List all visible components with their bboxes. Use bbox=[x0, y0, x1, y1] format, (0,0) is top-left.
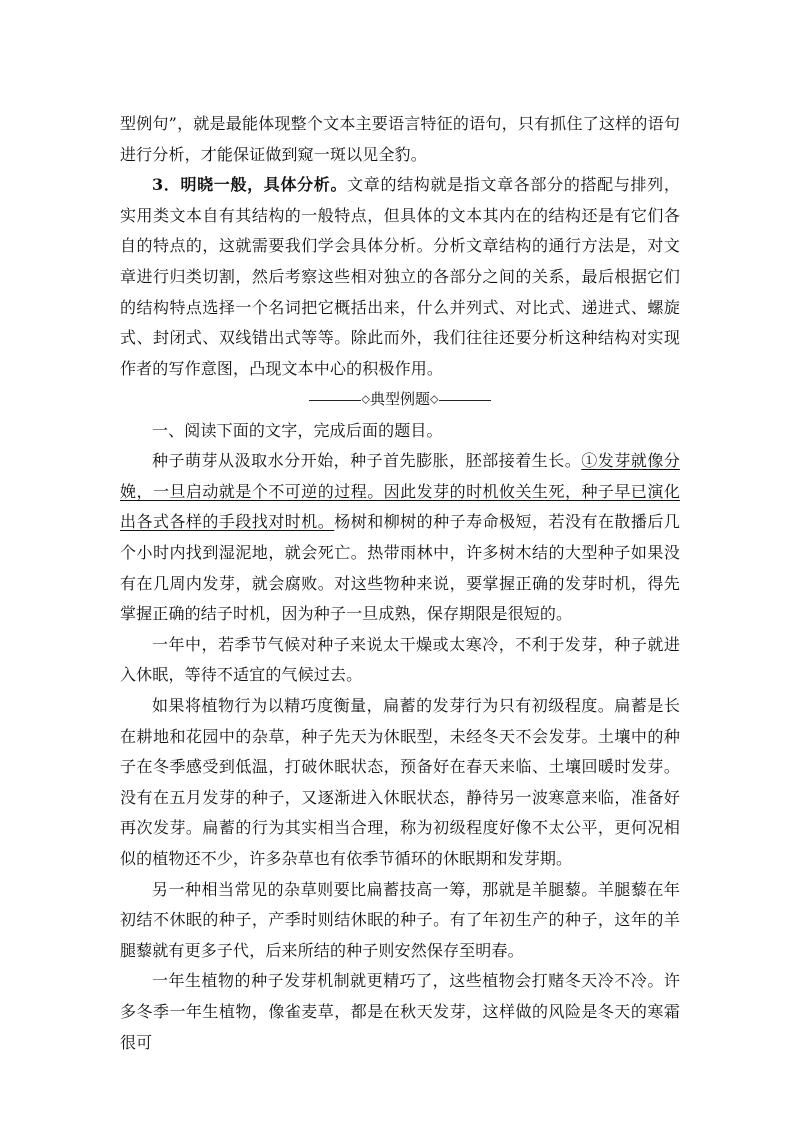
paragraph-text: 一年生植物的种子发芽机制就更精巧了，这些植物会打赌冬天冷不冷。许多冬季一年生植物，像雀麦草，都是在秋天发芽，这样做的风险是冬天的寒霜很可 bbox=[120, 971, 680, 1052]
document-page bbox=[120, 109, 680, 1058]
paragraph-text: 另一种相当常见的杂草则要比扁蓄技高一筹，那就是羊腿藜。羊腿藜在年初结不休眠的种子，产季时则结休眠的种子。有了年初生产的种子，这年的羊腿藜就有更多子代，后来所结的种子则安然保存至明春。 bbox=[120, 879, 680, 960]
section-title-text: 典型例题 bbox=[369, 390, 430, 409]
paragraph-text: 种子萌芽从汲取水分开始，种子首先膨胀，胚部接着生长。 bbox=[152, 451, 582, 471]
diamond-left-icon: ◇ bbox=[361, 393, 370, 407]
paragraph-text: 杨树和柳树的种子寿命极短，若没有在散播后几个小时内找到湿泥地，就会死亡。热带雨林中，许多树木结的大型种子如果没有在几周内发芽，就会腐败。对这些物种来说，要掌握正确的发芽时机，得先掌握正确的结子时机，因为种子一旦成熟，保存期限是很短的。 bbox=[120, 512, 681, 624]
title-rule-right bbox=[439, 400, 491, 401]
passage-paragraph-5 bbox=[120, 966, 680, 1058]
title-rule-left bbox=[309, 400, 361, 401]
paragraph-structure-analysis bbox=[120, 170, 680, 384]
paragraph-text: 文章的结构就是指文章各部分的搭配与排列，实用类文本自有其结构的一般特点，但具体的文本其内在的结构还是有它们各自的特点的，这就需要我们学会具体分析。分析文章结构的通行方法是，对文章进行归类切割，然后考察这些相对独立的各部分之间的关系，最后根据它们的结构特点选择一个名词把它概括出来，什么并列式、对比式、递进式、螺旋式、封闭式、双线错出式等等。除此而外，我们往往还要分析这种结构对实现作者的写作意图，凸现文本中心的积极作用。 bbox=[120, 175, 680, 378]
question-intro-text: 一、阅读下面的文字，完成后面的题目。 bbox=[152, 420, 443, 440]
paragraph-key-sentence bbox=[120, 109, 680, 170]
passage-paragraph-3 bbox=[120, 691, 680, 875]
passage-paragraph-4 bbox=[120, 875, 680, 967]
paragraph-text: 一年中，若季节气候对种子来说太干燥或太寒冷，不利于发芽，种子就进入休眠，等待不适宜的气候过去。 bbox=[120, 634, 680, 685]
paragraph-text: 如果将植物行为以精巧度衡量，扁蓄的发芽行为只有初级程度。扁蓄是长在耕地和花园中的杂草，种子先天为休眠型，未经冬天不会发芽。土壤中的种子在冬季感受到低温，打破休眠状态，预备好在春天来临、土壤回暖时发芽。没有在五月发芽的种子，又逐渐进入休眠状态，静待另一波寒意来临，准备好再次发芽。扁蓄的行为其实相当合理，称为初级程度好像不太公平，更何况相似的植物还不少，许多杂草也有依季节循环的休眠期和发芽期。 bbox=[120, 695, 680, 868]
question-intro bbox=[120, 416, 680, 447]
paragraph-text: 型例句”，就是最能体现整个文本主要语言特征的语句，只有抓住了这样的语句进行分析，才能保证做到窥一斑以见全豹。 bbox=[120, 114, 680, 164]
passage-paragraph-2 bbox=[120, 630, 680, 691]
diamond-right-icon: ◇ bbox=[430, 393, 439, 407]
item-number: 3． bbox=[152, 175, 181, 195]
passage-paragraph-1 bbox=[120, 446, 680, 630]
underlined-sentence-1: ①发芽就像分娩，一旦启动就是个不可逆的过程。因此发芽的时机攸关生死，种子早已演化出各式各样的手段找对时机。 bbox=[120, 451, 681, 532]
item-heading: 明晓一般，具体分析。 bbox=[180, 175, 348, 195]
section-title bbox=[120, 384, 680, 415]
